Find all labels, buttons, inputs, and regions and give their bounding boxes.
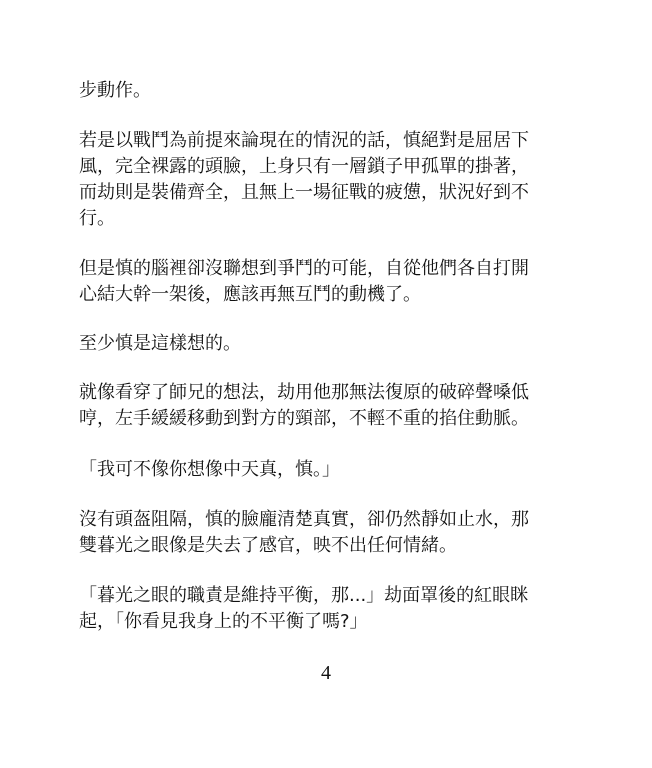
paragraph-line: 「暮光之眼的職責是維持平衡，那...」劫面罩後的紅眼眯 bbox=[79, 585, 529, 606]
page-number: 4 bbox=[321, 662, 331, 684]
paragraph-line: 至少慎是這樣想的。 bbox=[79, 333, 241, 354]
paragraph-line: 起，「你看見我身上的不平衡了嗎?」 bbox=[79, 611, 368, 632]
paragraph-3 bbox=[79, 256, 579, 308]
paragraph-line: 雙暮光之眼像是失去了感官，映不出任何情緒。 bbox=[79, 535, 457, 556]
paragraph-line: 沒有頭盔阻隔，慎的臉龐清楚真實，卻仍然靜如止水，那 bbox=[79, 509, 529, 530]
paragraph-1 bbox=[79, 78, 579, 104]
paragraph-7 bbox=[79, 507, 579, 559]
paragraph-line: 若是以戰鬥為前提來論現在的情況的話，慎絕對是屈居下 bbox=[79, 130, 529, 151]
paragraph-line: 風，完全裸露的頭臉，上身只有一層鎖子甲孤單的掛著， bbox=[79, 156, 529, 177]
paragraph-line: 就像看穿了師兄的想法，劫用他那無法復原的破碎聲嗓低 bbox=[79, 382, 529, 403]
paragraph-line: 步動作。 bbox=[79, 80, 151, 101]
paragraph-8 bbox=[79, 583, 579, 635]
paragraph-5 bbox=[79, 380, 579, 432]
paragraph-4 bbox=[79, 331, 579, 357]
paragraph-line: 哼，左手緩緩移動到對方的頸部，不輕不重的掐住動脈。 bbox=[79, 408, 529, 429]
paragraph-line: 但是慎的腦裡卻沒聯想到爭鬥的可能，自從他們各自打開 bbox=[79, 258, 529, 279]
paragraph-line: 行。 bbox=[79, 208, 115, 229]
paragraph-2 bbox=[79, 128, 579, 232]
paragraph-line: 「我可不像你想像中天真，慎。」 bbox=[79, 459, 340, 480]
paragraph-line: 心結大幹一架後，應該再無互鬥的動機了。 bbox=[79, 284, 421, 305]
paragraph-line: 而劫則是裝備齊全，且無上一場征戰的疲憊，狀況好到不 bbox=[79, 182, 529, 203]
paragraph-6 bbox=[79, 457, 579, 483]
